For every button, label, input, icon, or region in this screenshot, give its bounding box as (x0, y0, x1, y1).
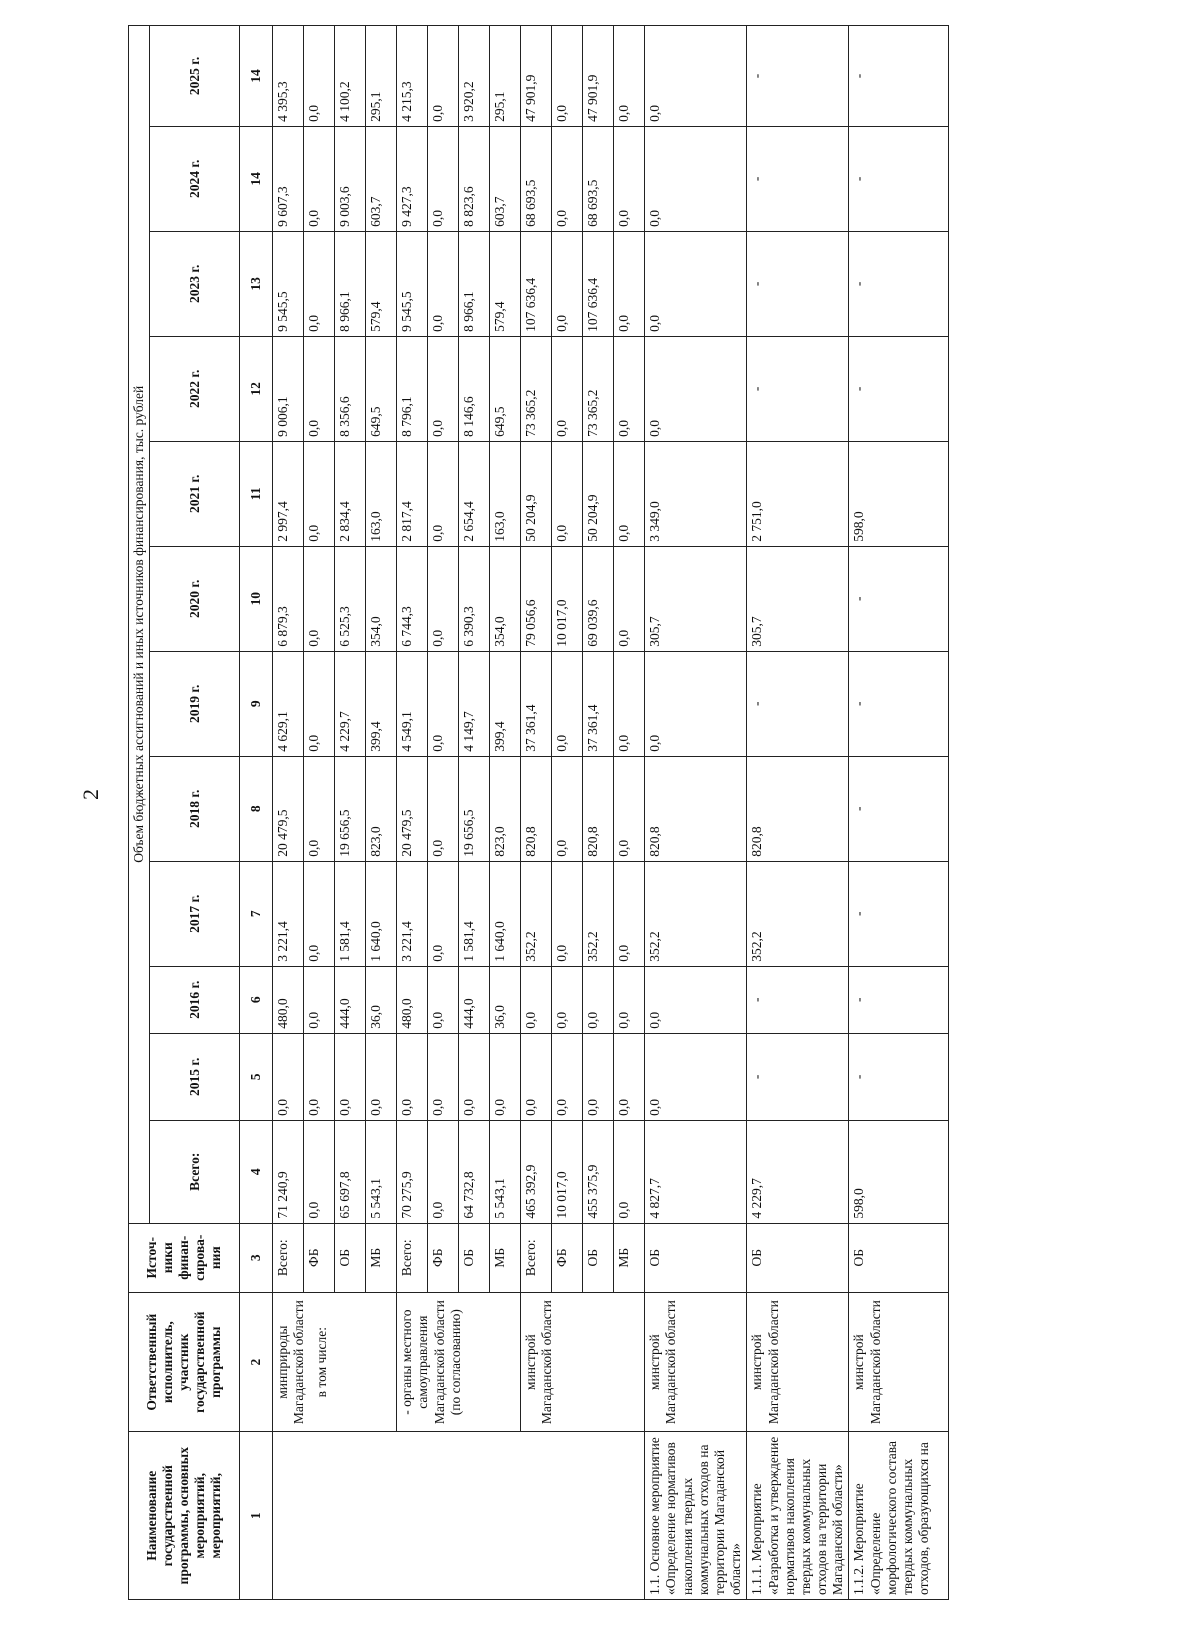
source-cell: ОБ (335, 1223, 366, 1292)
value-cell: 0,0 (428, 861, 459, 966)
responsible-cell: минстрой Магаданской области (645, 1292, 747, 1432)
value-cell: 9 427,3 (397, 126, 428, 231)
value-cell: 8 823,6 (459, 126, 490, 231)
value-cell: 5 543,1 (490, 1120, 521, 1223)
responsible-text: - органы местного самоуправления Магаданской области (по согласованию) (399, 1300, 463, 1425)
source-cell: Всего: (521, 1223, 552, 1292)
value-cell: 65 697,8 (335, 1120, 366, 1223)
value-cell: 0,0 (645, 26, 747, 127)
value-cell: 0,0 (304, 26, 335, 127)
value-cell: 823,0 (366, 756, 397, 861)
value-cell: 0,0 (304, 861, 335, 966)
value-cell: - (849, 336, 949, 441)
value-cell: 6 744,3 (397, 546, 428, 651)
header-source: Источ-ники финан-сирова-ния (129, 1223, 240, 1292)
value-cell: 36,0 (366, 966, 397, 1033)
header-year: 2018 г. (150, 756, 240, 861)
responsible-text: минприроды Магаданской области (275, 1300, 307, 1425)
value-cell: 0,0 (583, 966, 614, 1033)
value-cell: 399,4 (490, 651, 521, 756)
value-cell: 0,0 (521, 1033, 552, 1120)
value-cell: 0,0 (428, 756, 459, 861)
value-cell: 0,0 (428, 336, 459, 441)
value-cell: 8 356,6 (335, 336, 366, 441)
responsible-cell: минстрой Магаданской области (849, 1292, 949, 1432)
value-cell: 4 395,3 (273, 26, 304, 127)
value-cell: 305,7 (645, 546, 747, 651)
value-cell: 0,0 (428, 1120, 459, 1223)
header-year: 2022 г. (150, 336, 240, 441)
value-cell: 0,0 (459, 1033, 490, 1120)
column-number: 4 (240, 1120, 273, 1223)
source-cell: Всего: (273, 1223, 304, 1292)
value-cell: 295,1 (490, 26, 521, 127)
value-cell: 0,0 (614, 651, 645, 756)
value-cell: 4 149,7 (459, 651, 490, 756)
value-cell: 0,0 (428, 441, 459, 546)
value-cell: 579,4 (366, 231, 397, 336)
value-cell: 1 640,0 (490, 861, 521, 966)
value-cell: 0,0 (583, 1033, 614, 1120)
activity-row (645, 26, 747, 1600)
value-cell: 50 204,9 (521, 441, 552, 546)
value-cell: 0,0 (614, 966, 645, 1033)
value-cell: 69 039,6 (583, 546, 614, 651)
value-cell: 4 549,1 (397, 651, 428, 756)
column-number-row (240, 26, 273, 1600)
value-cell: 0,0 (335, 1033, 366, 1120)
source-cell: ОБ (849, 1223, 949, 1292)
header-year: 2024 г. (150, 126, 240, 231)
value-cell: 3 920,2 (459, 26, 490, 127)
value-cell: 10 017,0 (552, 546, 583, 651)
value-cell: 4 827,7 (645, 1120, 747, 1223)
value-cell: 2 834,4 (335, 441, 366, 546)
value-cell: 9 607,3 (273, 126, 304, 231)
source-cell: МБ (366, 1223, 397, 1292)
value-cell: 0,0 (614, 336, 645, 441)
value-cell: 0,0 (552, 26, 583, 127)
value-cell: 6 879,3 (273, 546, 304, 651)
value-cell: 0,0 (273, 1033, 304, 1120)
value-cell: - (747, 1033, 849, 1120)
value-cell: 8 796,1 (397, 336, 428, 441)
responsible-cell: минстрой Магаданской области (747, 1292, 849, 1432)
value-cell: 107 636,4 (583, 231, 614, 336)
value-cell: 0,0 (428, 231, 459, 336)
value-cell: - (849, 861, 949, 966)
value-cell: 0,0 (428, 546, 459, 651)
value-cell: 0,0 (552, 1033, 583, 1120)
value-cell: 0,0 (614, 26, 645, 127)
value-cell: - (747, 26, 849, 127)
value-cell: 0,0 (304, 756, 335, 861)
value-cell: 0,0 (552, 126, 583, 231)
header-year: 2015 г. (150, 1033, 240, 1120)
value-cell: - (849, 651, 949, 756)
value-cell: 0,0 (645, 126, 747, 231)
value-cell: 598,0 (849, 1120, 949, 1223)
value-cell: 0,0 (397, 1033, 428, 1120)
value-cell: 0,0 (304, 441, 335, 546)
source-cell: ОБ (459, 1223, 490, 1292)
funding-table (128, 25, 949, 1600)
value-cell: 0,0 (304, 651, 335, 756)
value-cell: 9 003,6 (335, 126, 366, 231)
column-number: 8 (240, 756, 273, 861)
table-row (521, 26, 552, 1600)
value-cell: 0,0 (614, 1120, 645, 1223)
value-cell: 820,8 (583, 756, 614, 861)
value-cell: 4 215,3 (397, 26, 428, 127)
value-cell: 47 901,9 (521, 26, 552, 127)
value-cell: 0,0 (304, 231, 335, 336)
value-cell: 6 525,3 (335, 546, 366, 651)
column-number: 7 (240, 861, 273, 966)
value-cell: 0,0 (614, 1033, 645, 1120)
value-cell: 5 543,1 (366, 1120, 397, 1223)
value-cell: 163,0 (366, 441, 397, 546)
header-year: 2025 г. (150, 26, 240, 127)
value-cell: 354,0 (490, 546, 521, 651)
value-cell: 579,4 (490, 231, 521, 336)
value-cell: 455 375,9 (583, 1120, 614, 1223)
activity-name-cell: 1.1.1. Мероприятие «Разработка и утверждение нормативов накопления твердых коммунальных отходов на территории Магаданской области» (747, 1432, 849, 1600)
value-cell: 1 581,4 (335, 861, 366, 966)
responsible-cell (273, 1292, 397, 1432)
value-cell: 79 056,6 (521, 546, 552, 651)
value-cell: 305,7 (747, 546, 849, 651)
source-cell: ФБ (428, 1223, 459, 1292)
value-cell: 352,2 (583, 861, 614, 966)
value-cell: 0,0 (645, 1033, 747, 1120)
value-cell: 9 006,1 (273, 336, 304, 441)
value-cell: 0,0 (304, 1120, 335, 1223)
value-cell: - (849, 966, 949, 1033)
value-cell: 0,0 (552, 861, 583, 966)
value-cell: 0,0 (304, 546, 335, 651)
column-number: 10 (240, 546, 273, 651)
header-name: Наименование государственной программы, основных мероприятий, мероприятий, (129, 1432, 240, 1600)
column-number: 5 (240, 1033, 273, 1120)
value-cell: 73 365,2 (521, 336, 552, 441)
responsible-cell (521, 1292, 645, 1432)
page-number: 2 (78, 789, 103, 800)
column-number: 14 (240, 26, 273, 127)
value-cell: 0,0 (645, 231, 747, 336)
value-cell: 0,0 (614, 546, 645, 651)
value-cell: 465 392,9 (521, 1120, 552, 1223)
source-cell: МБ (614, 1223, 645, 1292)
value-cell: - (849, 546, 949, 651)
value-cell: - (747, 651, 849, 756)
value-cell: 8 966,1 (459, 231, 490, 336)
value-cell: 3 221,4 (397, 861, 428, 966)
value-cell: 0,0 (552, 651, 583, 756)
header-funding-title: Объем бюджетных ассигнований и иных источников финансирования, тыс. рублей (129, 26, 150, 1224)
value-cell: 8 966,1 (335, 231, 366, 336)
value-cell: 68 693,5 (521, 126, 552, 231)
value-cell: 0,0 (304, 126, 335, 231)
value-cell: 50 204,9 (583, 441, 614, 546)
column-number: 6 (240, 966, 273, 1033)
value-cell: 107 636,4 (521, 231, 552, 336)
value-cell: 649,5 (490, 336, 521, 441)
value-cell: 2 654,4 (459, 441, 490, 546)
responsible-cell (397, 1292, 521, 1432)
column-number: 14 (240, 126, 273, 231)
value-cell: 3 349,0 (645, 441, 747, 546)
value-cell: 19 656,5 (335, 756, 366, 861)
value-cell: 0,0 (304, 336, 335, 441)
value-cell: 598,0 (849, 441, 949, 546)
value-cell: 37 361,4 (521, 651, 552, 756)
source-cell: ФБ (552, 1223, 583, 1292)
value-cell: 0,0 (552, 336, 583, 441)
value-cell: 0,0 (490, 1033, 521, 1120)
source-cell: ОБ (583, 1223, 614, 1292)
value-cell: 0,0 (552, 441, 583, 546)
column-number: 11 (240, 441, 273, 546)
program-name-cell (273, 1432, 645, 1600)
value-cell: 0,0 (552, 231, 583, 336)
value-cell: 3 221,4 (273, 861, 304, 966)
value-cell: 163,0 (490, 441, 521, 546)
header-year: 2023 г. (150, 231, 240, 336)
value-cell: 352,2 (747, 861, 849, 966)
column-number: 9 (240, 651, 273, 756)
value-cell: 0,0 (645, 966, 747, 1033)
value-cell: 0,0 (304, 966, 335, 1033)
header-responsible: Ответственный исполнитель, участник государственной программы (129, 1292, 240, 1432)
header-total: Всего: (150, 1120, 240, 1223)
value-cell: - (849, 126, 949, 231)
column-number: 2 (240, 1292, 273, 1432)
value-cell: 73 365,2 (583, 336, 614, 441)
value-cell: 0,0 (552, 756, 583, 861)
value-cell: 0,0 (614, 126, 645, 231)
value-cell: 19 656,5 (459, 756, 490, 861)
value-cell: 20 479,5 (397, 756, 428, 861)
value-cell: - (747, 231, 849, 336)
header-year: 2017 г. (150, 861, 240, 966)
header-year: 2019 г. (150, 651, 240, 756)
source-cell: ФБ (304, 1223, 335, 1292)
value-cell: 36,0 (490, 966, 521, 1033)
value-cell: 0,0 (428, 651, 459, 756)
source-cell: МБ (490, 1223, 521, 1292)
activity-rows (645, 26, 949, 1600)
value-cell: 480,0 (397, 966, 428, 1033)
value-cell: 0,0 (614, 441, 645, 546)
value-cell: 10 017,0 (552, 1120, 583, 1223)
value-cell: 603,7 (366, 126, 397, 231)
value-cell: 68 693,5 (583, 126, 614, 231)
value-cell: 2 997,4 (273, 441, 304, 546)
source-cell: Всего: (397, 1223, 428, 1292)
value-cell: 0,0 (304, 1033, 335, 1120)
value-cell: 0,0 (428, 966, 459, 1033)
value-cell: 20 479,5 (273, 756, 304, 861)
value-cell: - (849, 756, 949, 861)
value-cell: 64 732,8 (459, 1120, 490, 1223)
table-row (273, 26, 304, 1600)
value-cell: 295,1 (366, 26, 397, 127)
column-number: 3 (240, 1223, 273, 1292)
value-cell: 4 100,2 (335, 26, 366, 127)
value-cell: 2 751,0 (747, 441, 849, 546)
activity-row (849, 26, 949, 1600)
value-cell: 0,0 (614, 231, 645, 336)
value-cell: 47 901,9 (583, 26, 614, 127)
source-cell: ОБ (645, 1223, 747, 1292)
value-cell: 4 629,1 (273, 651, 304, 756)
header-year: 2020 г. (150, 546, 240, 651)
value-cell: 1 640,0 (366, 861, 397, 966)
value-cell: 0,0 (521, 966, 552, 1033)
value-cell: - (747, 336, 849, 441)
value-cell: 9 545,5 (397, 231, 428, 336)
value-cell: 820,8 (747, 756, 849, 861)
value-cell: 4 229,7 (747, 1120, 849, 1223)
value-cell: 6 390,3 (459, 546, 490, 651)
value-cell: - (849, 1033, 949, 1120)
value-cell: 1 581,4 (459, 861, 490, 966)
value-cell: 0,0 (428, 26, 459, 127)
header-year: 2016 г. (150, 966, 240, 1033)
value-cell: 352,2 (645, 861, 747, 966)
value-cell: 70 275,9 (397, 1120, 428, 1223)
source-cell: ОБ (747, 1223, 849, 1292)
value-cell: 0,0 (614, 756, 645, 861)
activity-row (747, 26, 849, 1600)
value-cell: - (747, 126, 849, 231)
value-cell: 399,4 (366, 651, 397, 756)
value-cell: 0,0 (428, 126, 459, 231)
value-cell: 480,0 (273, 966, 304, 1033)
activity-name-cell: 1.1. Основное мероприятие «Определение нормативов накопления твердых коммунальных отходов на территории Магаданской области» (645, 1432, 747, 1600)
value-cell: 9 545,5 (273, 231, 304, 336)
summary-rows (273, 26, 645, 1600)
value-cell: 0,0 (428, 1033, 459, 1120)
value-cell: 354,0 (366, 546, 397, 651)
value-cell: - (849, 231, 949, 336)
value-cell: 352,2 (521, 861, 552, 966)
value-cell: 0,0 (552, 966, 583, 1033)
value-cell: 444,0 (335, 966, 366, 1033)
value-cell: - (849, 26, 949, 127)
table-row (397, 26, 428, 1600)
value-cell: 444,0 (459, 966, 490, 1033)
rotated-table-container (128, 25, 1188, 1600)
value-cell: 37 361,4 (583, 651, 614, 756)
value-cell: 0,0 (645, 651, 747, 756)
responsible-text: минстрой Магаданской области (523, 1300, 555, 1425)
value-cell: 0,0 (645, 336, 747, 441)
column-number: 12 (240, 336, 273, 441)
value-cell: 2 817,4 (397, 441, 428, 546)
value-cell: 603,7 (490, 126, 521, 231)
value-cell: 0,0 (366, 1033, 397, 1120)
column-number: 1 (240, 1432, 273, 1600)
value-cell: 71 240,9 (273, 1120, 304, 1223)
value-cell: 8 146,6 (459, 336, 490, 441)
column-number: 13 (240, 231, 273, 336)
value-cell: 820,8 (521, 756, 552, 861)
value-cell: 820,8 (645, 756, 747, 861)
responsible-text: в том числе: (313, 1326, 329, 1398)
value-cell: 0,0 (614, 861, 645, 966)
value-cell: 823,0 (490, 756, 521, 861)
value-cell: 4 229,7 (335, 651, 366, 756)
value-cell: - (747, 966, 849, 1033)
value-cell: 649,5 (366, 336, 397, 441)
header-year: 2021 г. (150, 441, 240, 546)
activity-name-cell: 1.1.2. Мероприятие «Определение морфологического состава твердых коммунальных отходов, образующихся на (849, 1432, 949, 1600)
